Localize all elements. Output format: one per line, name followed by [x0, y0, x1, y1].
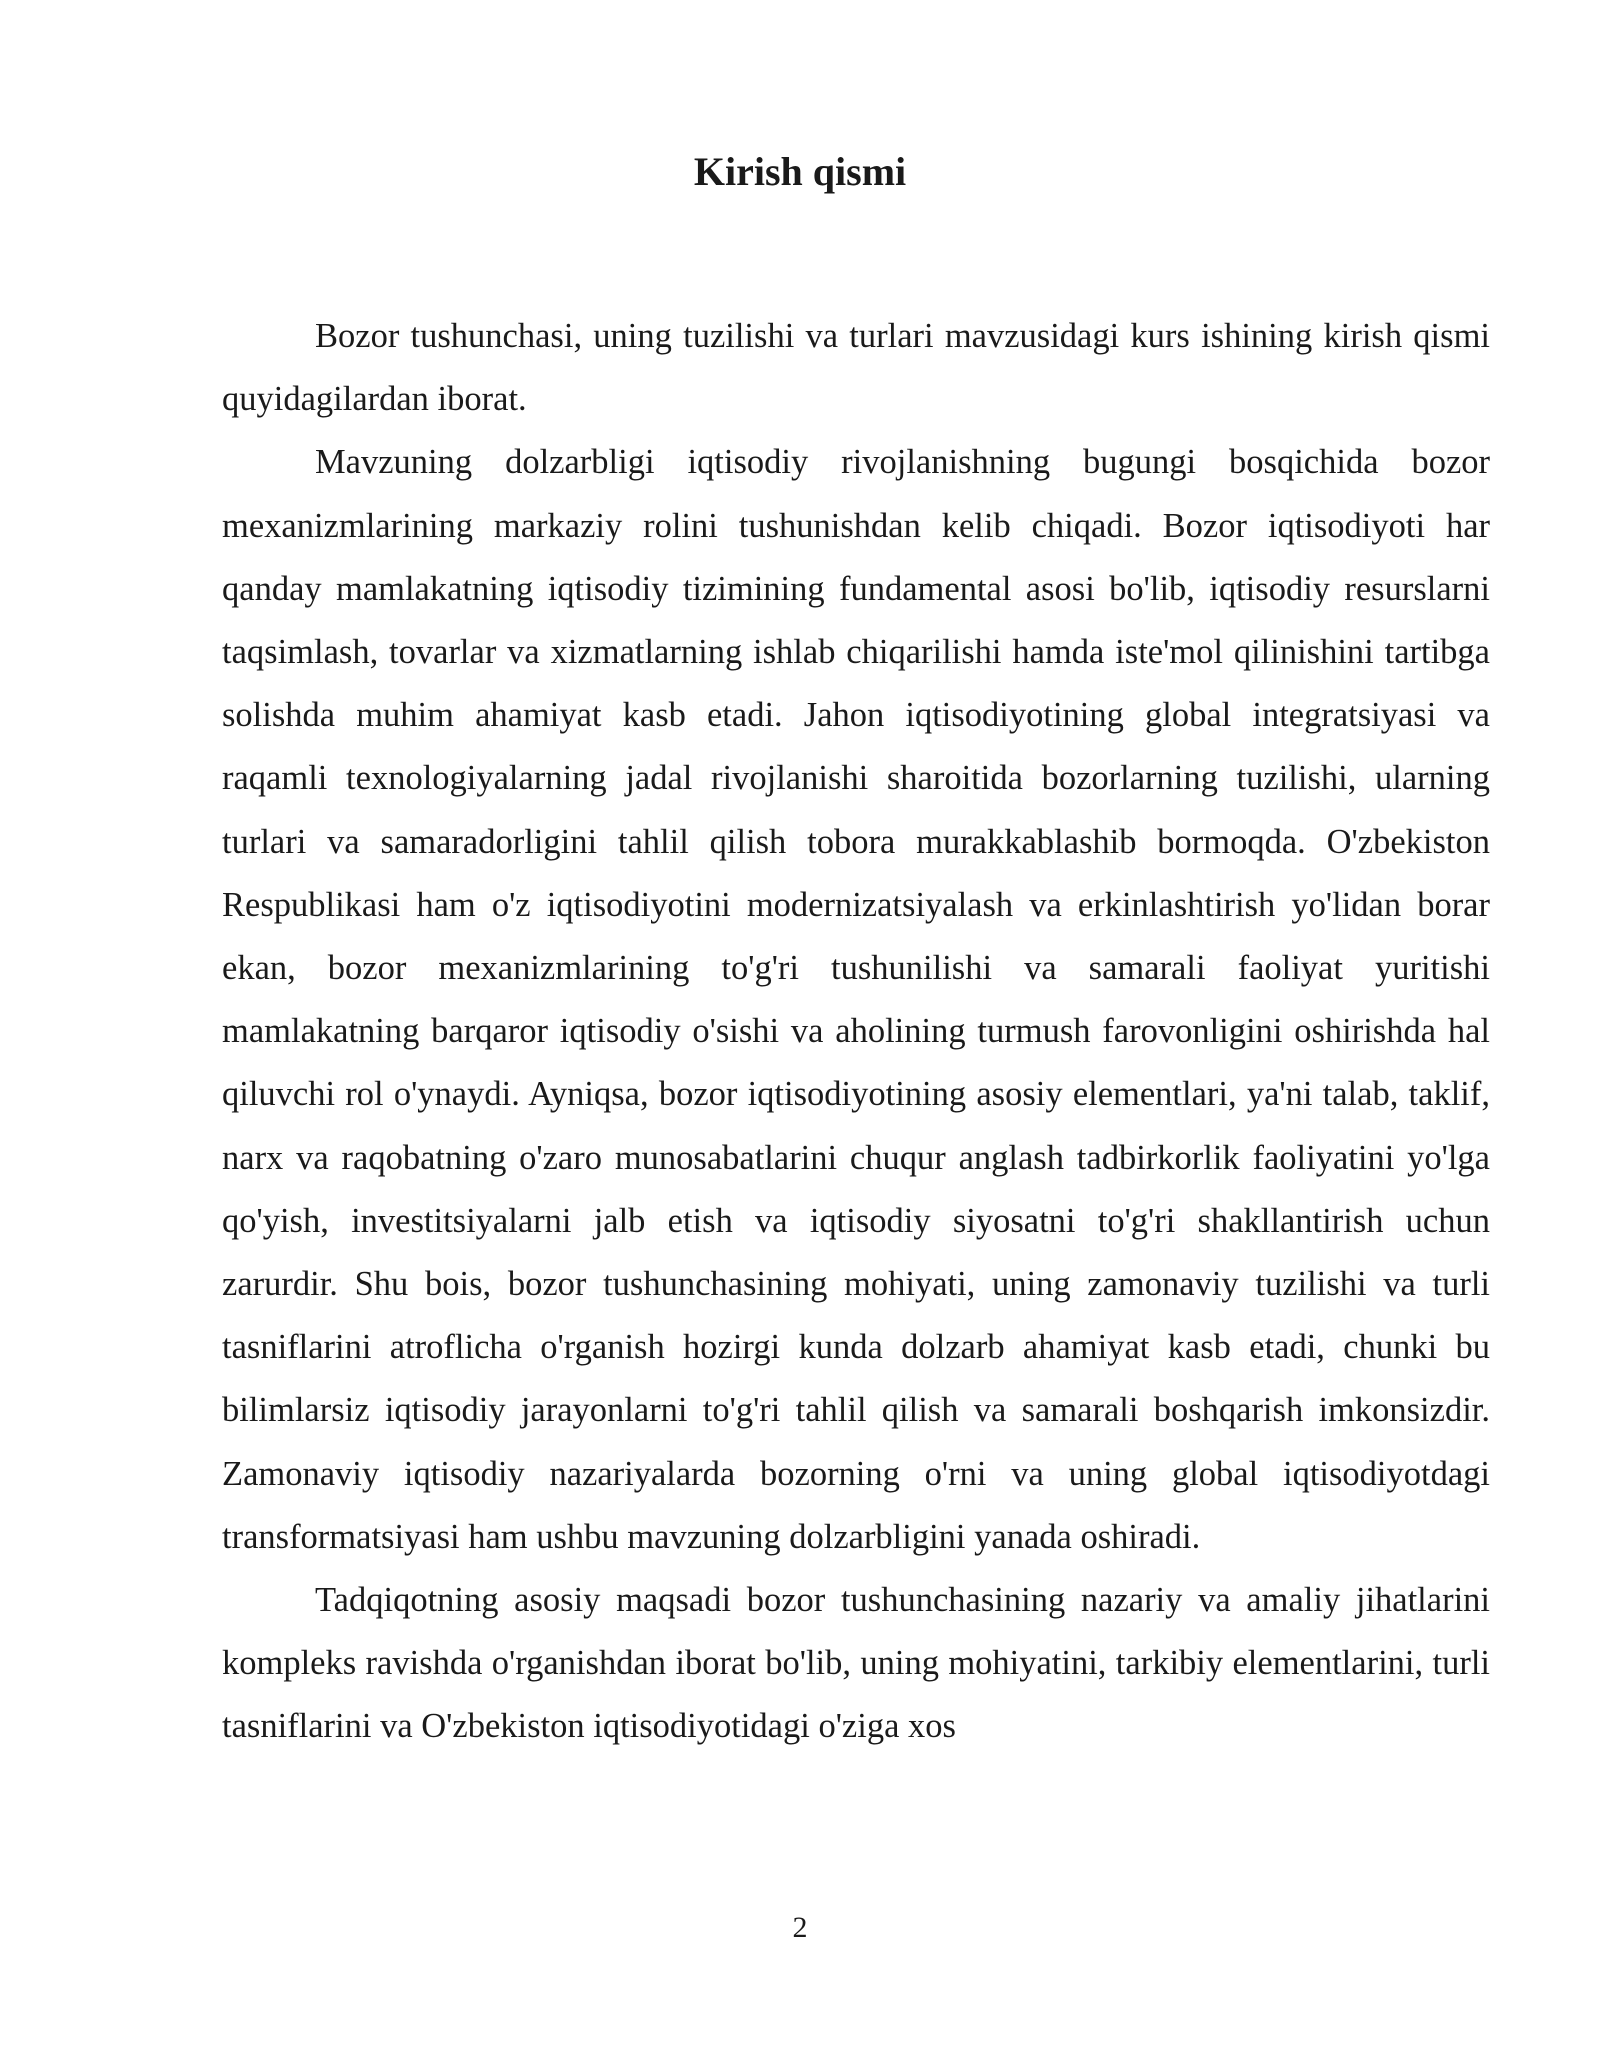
page-title: Kirish qismi	[693, 149, 907, 194]
paragraph-intro: Bozor tushunchasi, uning tuzilishi va turlari mavzusidagi kurs ishining kirish qismi quyidagilardan iborat.	[222, 317, 1490, 419]
paragraph-research-goal: Tadqiqotning asosiy maqsadi bozor tushunchasining nazariy va amaliy jihatlarini kompleks ravishda o'rganishdan iborat bo'lib, uning mohiyatini, tarkibiy elementlarini, turli tasniflarini va O'zbekiston iqtisodiyotidagi o'ziga xos	[222, 1581, 1490, 1746]
page-number: 2	[792, 1911, 808, 1944]
body-text	[222, 305, 1490, 1759]
paragraph-relevance: Mavzuning dolzarbligi iqtisodiy rivojlanishning bugungi bosqichida bozor mexanizmlarining markaziy rolini tushunishdan kelib chiqadi. Bozor iqtisodiyoti har qanday mamlakatning iqtisodiy tizimining fundamental asosi bo'lib, iqtisodiy resurslarni taqsimlash, tovarlar va xizmatlarning ishlab chiqarilishi hamda iste'mol qilinishini tartibga solishda muhim ahamiyat kasb etadi. Jahon iqtisodiyotining global integratsiyasi va raqamli texnologiyalarning jadal rivojlanishi sharoitida bozorlarning tuzilishi, ularning turlari va samaradorligini tahlil qilish tobora murakkablashib bormoqda. O'zbekiston Respublikasi ham o'z iqtisodiyotini modernizatsiyalash va erkinlashtirish yo'lidan borar ekan, bozor mexanizmlarining to'g'ri tushunilishi va samarali faoliyat yuritishi mamlakatning barqaror iqtisodiy o'sishi va aholining turmush farovonligini oshirishda hal qiluvchi rol o'ynaydi. Ayniqsa, bozor iqtisodiyotining asosiy elementlari, ya'ni talab, taklif, narx va raqobatning o'zaro munosabatlarini chuqur anglash tadbirkorlik faoliyatini yo'lga qo'yish, investitsiyalarni jalb etish va iqtisodiy siyosatni to'g'ri shakllantirish uchun zarurdir. Shu bois, bozor tushunchasining mohiyati, uning zamonaviy tuzilishi va turli tasniflarini atroflicha o'rganish hozirgi kunda dolzarb ahamiyat kasb etadi, chunki bu bilimlarsiz iqtisodiy jarayonlarni to'g'ri tahlil qilish va samarali boshqarish imkonsizdir. Zamonaviy iqtisodiy nazariyalarda bozorning o'rni va uning global iqtisodiyotdagi transformatsiyasi ham ushbu mavzuning dolzarbligini yanada oshiradi.	[222, 443, 1490, 1556]
